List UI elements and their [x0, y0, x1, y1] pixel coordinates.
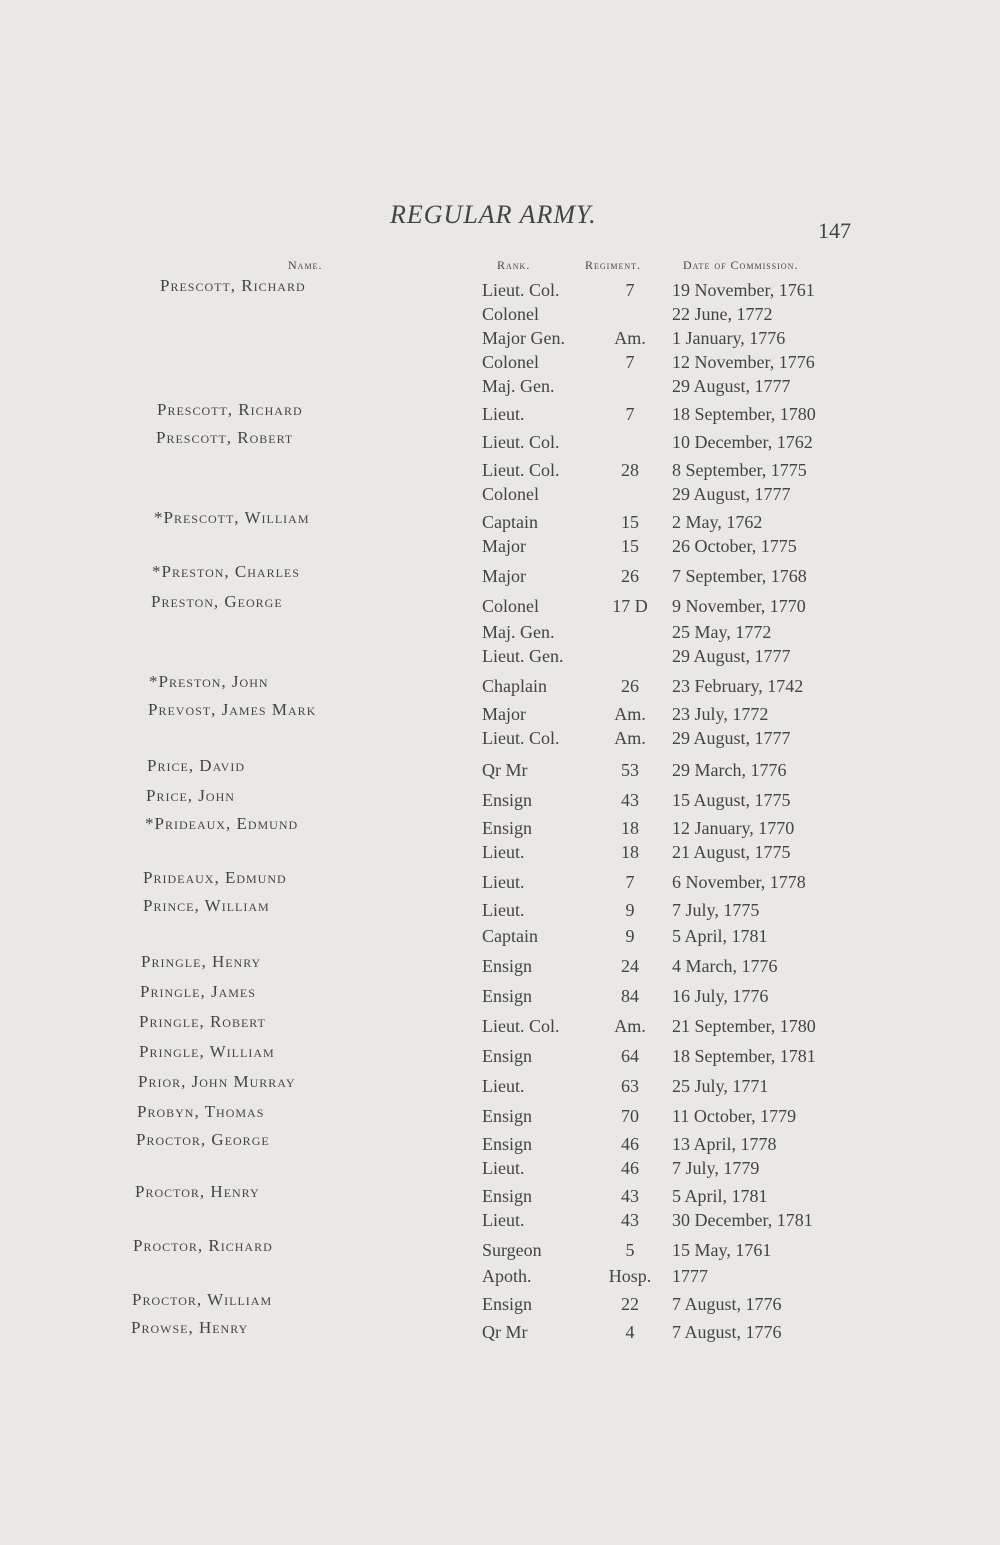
- officer-name: Proctor, Henry: [135, 1182, 260, 1201]
- table-row: [0, 352, 1000, 378]
- rank-cell: Lieut. Col.: [482, 280, 560, 300]
- officer-name: *Prideaux, Edmund: [145, 814, 299, 833]
- officer-name: Price, David: [147, 756, 246, 775]
- commission-date-cell: 11 October, 1779: [672, 1106, 797, 1126]
- commission-date-cell: 23 February, 1742: [672, 676, 804, 696]
- regiment-cell: 53: [621, 760, 639, 780]
- rank-cell: Lieut.: [482, 872, 525, 892]
- officer-name: Prescott, Richard: [157, 400, 303, 419]
- rank-cell: Maj. Gen.: [482, 376, 555, 396]
- table-row: [0, 460, 1000, 486]
- table-row: [0, 1210, 1000, 1236]
- regiment-cell: 43: [621, 1186, 639, 1206]
- officer-name: Pringle, William: [139, 1042, 275, 1061]
- commission-date-cell: 7 July, 1775: [672, 900, 760, 920]
- regiment-cell: 7: [625, 280, 635, 300]
- commission-date-cell: 12 January, 1770: [672, 818, 795, 838]
- rank-cell: Lieut. Col.: [482, 432, 560, 452]
- commission-date-cell: 16 July, 1776: [672, 986, 769, 1006]
- commission-date-cell: 15 August, 1775: [672, 790, 791, 810]
- regiment-cell: 17 D: [612, 596, 648, 616]
- table-row: [0, 1290, 1000, 1320]
- officer-name: Proctor, George: [136, 1130, 270, 1149]
- rank-cell: Captain: [482, 512, 538, 532]
- rank-cell: Lieut.: [482, 1210, 525, 1230]
- rank-cell: Lieut.: [482, 404, 525, 424]
- regiment-cell: Am.: [614, 728, 646, 748]
- table-row: [0, 646, 1000, 672]
- regiment-cell: 46: [621, 1134, 639, 1154]
- rank-cell: Surgeon: [482, 1240, 542, 1260]
- rank-cell: Ensign: [482, 1294, 533, 1314]
- rank-cell: Lieut. Col.: [482, 1016, 560, 1036]
- commission-date-cell: 15 May, 1761: [672, 1240, 772, 1260]
- regiment-cell: 7: [625, 872, 635, 892]
- commission-date-cell: 29 August, 1777: [672, 484, 791, 504]
- regiment-cell: 15: [621, 512, 639, 532]
- rank-cell: Qr Mr: [482, 1322, 528, 1342]
- rank-cell: Colonel: [482, 304, 539, 324]
- table-row: [0, 276, 1000, 306]
- commission-date-cell: 18 September, 1781: [672, 1046, 816, 1066]
- officer-name: *Preston, Charles: [152, 562, 300, 581]
- table-row: [0, 1158, 1000, 1184]
- table-row: [0, 1102, 1000, 1132]
- officer-name: *Preston, John: [149, 672, 269, 691]
- table-row: [0, 508, 1000, 538]
- column-header-rank: Rank.: [497, 258, 531, 272]
- officer-name: *Prescott, William: [154, 508, 310, 527]
- officer-name: Pringle, Henry: [141, 952, 262, 971]
- regiment-cell: Hosp.: [608, 1266, 652, 1286]
- rank-cell: Ensign: [482, 1134, 533, 1154]
- rank-cell: Ensign: [482, 790, 533, 810]
- table-row: [0, 592, 1000, 622]
- commission-date-cell: 9 November, 1770: [672, 596, 806, 616]
- commission-date-cell: 6 November, 1778: [672, 872, 806, 892]
- officer-name: Prevost, James Mark: [148, 700, 317, 719]
- officer-name: Prescott, Richard: [160, 276, 306, 295]
- regiment-cell: 64: [621, 1046, 639, 1066]
- regiment-cell: 84: [621, 986, 639, 1006]
- regiment-cell: 18: [621, 818, 639, 838]
- table-row: [0, 814, 1000, 844]
- table-row: [0, 1130, 1000, 1160]
- commission-date-cell: 25 July, 1771: [672, 1076, 769, 1096]
- rank-cell: Maj. Gen.: [482, 622, 555, 642]
- table-row: [0, 1012, 1000, 1042]
- regiment-cell: 15: [621, 536, 639, 556]
- commission-date-cell: 2 May, 1762: [672, 512, 763, 532]
- commission-date-cell: 30 December, 1781: [672, 1210, 813, 1230]
- officer-name: Prideaux, Edmund: [143, 868, 287, 887]
- rank-cell: Colonel: [482, 352, 539, 372]
- commission-date-cell: 18 September, 1780: [672, 404, 816, 424]
- commission-date-cell: 26 October, 1775: [672, 536, 797, 556]
- rank-cell: Colonel: [482, 484, 539, 504]
- commission-date-cell: 12 November, 1776: [672, 352, 815, 372]
- commission-date-cell: 8 September, 1775: [672, 460, 807, 480]
- rank-cell: Chaplain: [482, 676, 547, 696]
- rank-cell: Lieut.: [482, 1076, 525, 1096]
- commission-date-cell: 22 June, 1772: [672, 304, 773, 324]
- regiment-cell: 43: [621, 1210, 639, 1230]
- officer-name: Price, John: [146, 786, 235, 805]
- table-row: [0, 484, 1000, 510]
- column-header-name: Name.: [288, 258, 323, 272]
- regiment-cell: 22: [621, 1294, 639, 1314]
- rank-cell: Major: [482, 566, 526, 586]
- officer-name: Pringle, Robert: [139, 1012, 266, 1031]
- rank-cell: Major: [482, 536, 526, 556]
- rank-cell: Ensign: [482, 986, 533, 1006]
- commission-date-cell: 21 August, 1775: [672, 842, 791, 862]
- table-row: [0, 868, 1000, 898]
- table-row: [0, 672, 1000, 702]
- commission-date-cell: 19 November, 1761: [672, 280, 815, 300]
- commission-date-cell: 4 March, 1776: [672, 956, 778, 976]
- officer-name: Prince, William: [143, 896, 270, 915]
- table-row: [0, 400, 1000, 430]
- rank-cell: Ensign: [482, 956, 533, 976]
- commission-date-cell: 7 July, 1779: [672, 1158, 760, 1178]
- table-row: [0, 700, 1000, 730]
- commission-date-cell: 5 April, 1781: [672, 1186, 768, 1206]
- commission-date-cell: 29 August, 1777: [672, 646, 791, 666]
- regiment-cell: 18: [621, 842, 639, 862]
- table-row: [0, 562, 1000, 592]
- regiment-cell: 7: [625, 352, 635, 372]
- commission-date-cell: 21 September, 1780: [672, 1016, 816, 1036]
- officer-name: Proctor, Richard: [133, 1236, 273, 1255]
- regiment-cell: 26: [621, 676, 639, 696]
- commission-date-cell: 5 April, 1781: [672, 926, 768, 946]
- column-header-regiment: Regiment.: [585, 258, 641, 272]
- rank-cell: Ensign: [482, 818, 533, 838]
- commission-date-cell: 29 August, 1777: [672, 728, 791, 748]
- rank-cell: Lieut.: [482, 1158, 525, 1178]
- commission-date-cell: 10 December, 1762: [672, 432, 813, 452]
- officer-name: Proctor, William: [132, 1290, 273, 1309]
- rank-cell: Apoth.: [482, 1266, 532, 1286]
- commission-date-cell: 23 July, 1772: [672, 704, 769, 724]
- table-row: [0, 728, 1000, 754]
- rank-cell: Major: [482, 704, 526, 724]
- officer-name: Probyn, Thomas: [137, 1102, 265, 1121]
- table-row: [0, 536, 1000, 562]
- table-row: [0, 1182, 1000, 1212]
- regiment-cell: 70: [621, 1106, 639, 1126]
- commission-date-cell: 25 May, 1772: [672, 622, 772, 642]
- table-row: [0, 622, 1000, 648]
- officer-name: Prescott, Robert: [156, 428, 294, 447]
- regiment-cell: 9: [625, 926, 635, 946]
- rank-cell: Lieut.: [482, 842, 525, 862]
- regiment-cell: 26: [621, 566, 639, 586]
- column-header-date: Date of Commission.: [683, 258, 799, 272]
- page-number: 147: [818, 218, 851, 243]
- regiment-cell: 9: [625, 900, 635, 920]
- table-row: [0, 304, 1000, 330]
- rank-cell: Lieut.: [482, 900, 525, 920]
- rank-cell: Major Gen.: [482, 328, 565, 348]
- rank-cell: Lieut. Col.: [482, 728, 560, 748]
- rank-cell: Lieut. Col.: [482, 460, 560, 480]
- officer-name: Prior, John Murray: [138, 1072, 296, 1091]
- table-row: [0, 1042, 1000, 1072]
- regiment-cell: 24: [621, 956, 639, 976]
- rank-cell: Ensign: [482, 1046, 533, 1066]
- regiment-cell: Am.: [614, 328, 646, 348]
- table-row: [0, 1318, 1000, 1348]
- rank-cell: Ensign: [482, 1186, 533, 1206]
- table-row: [0, 896, 1000, 926]
- table-row: [0, 786, 1000, 816]
- table-row: [0, 1266, 1000, 1292]
- regiment-cell: 5: [625, 1240, 635, 1260]
- commission-date-cell: 7 August, 1776: [672, 1322, 782, 1342]
- officer-name: Preston, George: [151, 592, 283, 611]
- regiment-cell: Am.: [614, 1016, 646, 1036]
- table-row: [0, 428, 1000, 458]
- regiment-cell: Am.: [614, 704, 646, 724]
- rank-cell: Colonel: [482, 596, 539, 616]
- table-row: [0, 926, 1000, 952]
- rank-cell: Captain: [482, 926, 538, 946]
- table-row: [0, 1072, 1000, 1102]
- rank-cell: Qr Mr: [482, 760, 528, 780]
- table-row: [0, 756, 1000, 786]
- rank-cell: Lieut. Gen.: [482, 646, 564, 666]
- commission-date-cell: 29 March, 1776: [672, 760, 787, 780]
- regiment-cell: 63: [621, 1076, 639, 1096]
- commission-date-cell: 7 September, 1768: [672, 566, 807, 586]
- commission-date-cell: 13 April, 1778: [672, 1134, 777, 1154]
- commission-date-cell: 7 August, 1776: [672, 1294, 782, 1314]
- regiment-cell: 7: [625, 404, 635, 424]
- commission-date-cell: 29 August, 1777: [672, 376, 791, 396]
- officer-name: Pringle, James: [140, 982, 256, 1001]
- commission-date-cell: 1777: [672, 1266, 708, 1286]
- table-row: [0, 1236, 1000, 1266]
- table-row: [0, 376, 1000, 402]
- table-row: [0, 328, 1000, 354]
- regiment-cell: 43: [621, 790, 639, 810]
- table-row: [0, 842, 1000, 868]
- table-row: [0, 982, 1000, 1012]
- regiment-cell: 46: [621, 1158, 639, 1178]
- commission-date-cell: 1 January, 1776: [672, 328, 786, 348]
- running-title: REGULAR ARMY.: [390, 200, 597, 229]
- table-row: [0, 952, 1000, 982]
- regiment-cell: 28: [621, 460, 639, 480]
- regiment-cell: 4: [625, 1322, 635, 1342]
- rank-cell: Ensign: [482, 1106, 533, 1126]
- officer-name: Prowse, Henry: [131, 1318, 249, 1337]
